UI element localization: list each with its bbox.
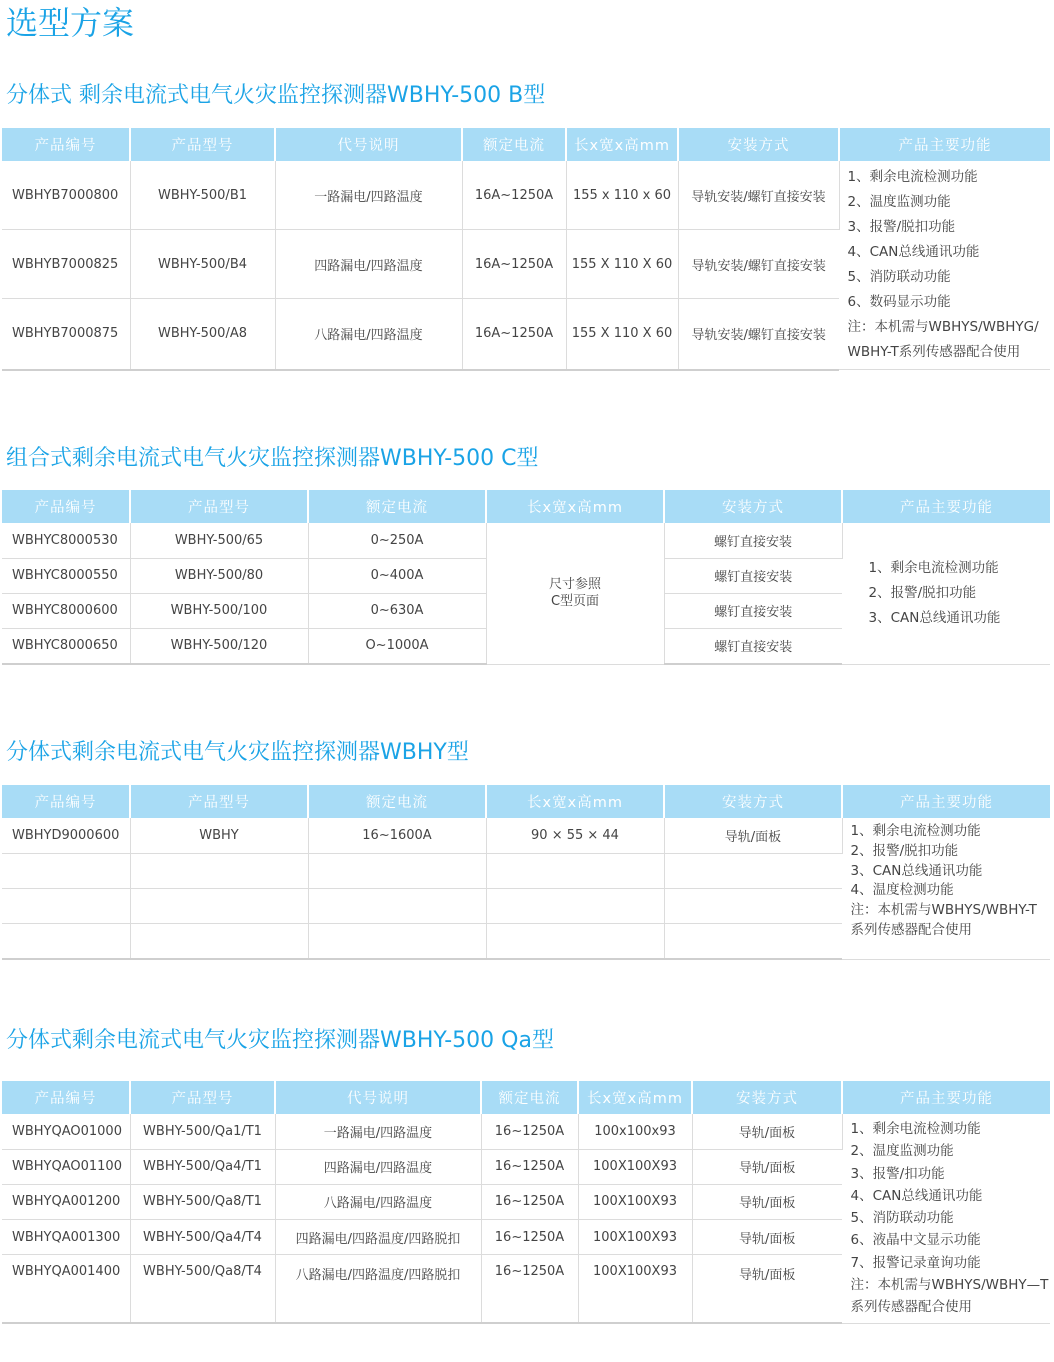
feature-note: 注：本机需与WBHYS/WBHYG/ [847, 319, 1039, 335]
feature-item: 3、报警/脱扣功能 [847, 219, 956, 235]
rated-current: 16~1600A [308, 818, 486, 853]
feature-item: 6、数码显示功能 [847, 294, 951, 310]
header-main-functions: 产品主要功能 [842, 1081, 1050, 1114]
features-cell [842, 523, 1050, 664]
feature-item: 1、剩余电流检测功能 [850, 823, 981, 839]
rated-current: 0~250A [308, 523, 486, 558]
header-product-model: 产品型号 [130, 785, 308, 818]
code-description: 八路漏电/四路温度/四路脱扣 [275, 1255, 481, 1323]
feature-item: 2、温度监测功能 [847, 194, 951, 210]
rated-current: 16~1250A [481, 1255, 578, 1323]
feature-item: 2、报警/脱扣功能 [850, 842, 959, 859]
feature-item: 1、剩余电流检测功能 [850, 1121, 981, 1137]
product-code: WBHYB7000825 [2, 230, 130, 299]
table-header-row [2, 1081, 1050, 1114]
product-model: WBHY [130, 818, 308, 853]
spec-table-c [2, 490, 1050, 665]
product-model: WBHY-500/B4 [130, 230, 275, 299]
section-title-qa: 分体式剩余电流式电气火灾监控探测器WBHY-500 Qa型 [6, 1028, 554, 1053]
product-code: WBHYB7000800 [2, 161, 130, 230]
feature-note: 注：本机需与WBHYS/WBHY—T [850, 1277, 1049, 1294]
product-code: WBHYB7000875 [2, 299, 130, 370]
code-description: 八路漏电/四路温度 [275, 1184, 481, 1219]
header-main-functions: 产品主要功能 [839, 128, 1050, 161]
product-code: WBHYQAO01000 [2, 1114, 130, 1149]
feature-note: 系列传感器配合使用 [850, 921, 972, 938]
header-dimensions: 长x宽x高mm [566, 128, 678, 161]
rated-current: 16~1250A [481, 1184, 578, 1219]
product-code: WBHYC8000650 [2, 628, 130, 664]
header-product-code: 产品编号 [2, 490, 130, 523]
code-description: 一路漏电/四路温度 [275, 161, 462, 230]
product-code: WBHYC8000530 [2, 523, 130, 558]
header-product-model: 产品型号 [130, 128, 275, 161]
table-row [2, 161, 1050, 230]
header-rated-current: 额定电流 [481, 1081, 578, 1114]
header-dimensions: 长x宽x高mm [486, 785, 664, 818]
dimensions: 155 X 110 X 60 [566, 299, 678, 370]
product-model: WBHY-500/A8 [130, 299, 275, 370]
section-title-wbhy: 分体式剩余电流式电气火灾监控探测器WBHY型 [6, 740, 469, 765]
rated-current: 0~630A [308, 593, 486, 628]
page-title: 选型方案 [6, 4, 135, 42]
product-code: WBHYC8000600 [2, 593, 130, 628]
feature-item: 3、报警/扣功能 [850, 1165, 945, 1182]
rated-current: 16~1250A [481, 1114, 578, 1149]
dimensions: 100X100X93 [578, 1255, 692, 1323]
features-cell [842, 1114, 1050, 1323]
product-model: WBHY-500/65 [130, 523, 308, 558]
product-model: WBHY-500/B1 [130, 161, 275, 230]
feature-item: 6、液晶中文显示功能 [850, 1232, 981, 1249]
spec-table-b [2, 128, 1050, 371]
rated-current: 16~1250A [481, 1149, 578, 1184]
installation: 导轨安装/螺钉直接安装 [678, 230, 839, 299]
feature-item: 4、CAN总线通讯功能 [850, 1187, 983, 1204]
product-model: WBHY-500/Qa4/T4 [130, 1220, 275, 1255]
dimensions: 90 × 55 × 44 [486, 818, 664, 853]
size-note-line: C型页面 [550, 594, 600, 610]
header-dimensions: 长x宽x高mm [486, 490, 664, 523]
product-code: WBHYD9000600 [2, 818, 130, 853]
feature-item: 3、CAN总线通讯功能 [868, 609, 1001, 626]
header-product-code: 产品编号 [2, 785, 130, 818]
table-row [2, 818, 1050, 853]
product-model: WBHY-500/Qa4/T1 [130, 1149, 275, 1184]
rated-current: O~1000A [308, 628, 486, 664]
header-installation: 安装方式 [664, 785, 842, 818]
header-installation: 安装方式 [664, 490, 842, 523]
spec-table-wbhy [2, 785, 1050, 960]
installation: 导轨/面板 [692, 1149, 842, 1184]
code-description: 四路漏电/四路温度 [275, 1149, 481, 1184]
dimensions: 100x100x93 [578, 1114, 692, 1149]
header-rated-current: 额定电流 [308, 785, 486, 818]
table-header-row [2, 128, 1050, 161]
feature-item: 1、剩余电流检测功能 [868, 559, 999, 576]
table-row [2, 523, 1050, 558]
dimensions: 100X100X93 [578, 1220, 692, 1255]
table-header-row [2, 785, 1050, 818]
rated-current: 16A~1250A [462, 230, 566, 299]
installation: 导轨/面板 [664, 818, 842, 853]
dimensions: 155 x 110 x 60 [566, 161, 678, 230]
installation: 螺钉直接安装 [664, 558, 842, 593]
table-header-row [2, 490, 1050, 523]
feature-note: WBHY-T系列传感器配合使用 [847, 344, 1021, 360]
section-title-c: 组合式剩余电流式电气火灾监控探测器WBHY-500 C型 [6, 446, 539, 471]
installation: 螺钉直接安装 [664, 523, 842, 558]
rated-current: 16A~1250A [462, 161, 566, 230]
table-row [2, 1114, 1050, 1149]
header-rated-current: 额定电流 [308, 490, 486, 523]
feature-item: 1、剩余电流检测功能 [847, 169, 978, 185]
feature-item: 5、消防联动功能 [847, 269, 951, 285]
installation: 导轨/面板 [692, 1220, 842, 1255]
header-code-description: 代号说明 [275, 128, 462, 161]
feature-item: 2、温度监测功能 [850, 1143, 954, 1160]
features-cell [842, 818, 1050, 959]
section-title-b: 分体式 剩余电流式电气火灾监控探测器WBHY-500 B型 [6, 83, 546, 108]
feature-item: 7、报警记录童询功能 [850, 1254, 981, 1271]
product-model: WBHY-500/Qa1/T1 [130, 1114, 275, 1149]
feature-item: 4、CAN总线通讯功能 [847, 244, 980, 260]
feature-item: 3、CAN总线通讯功能 [850, 862, 983, 879]
header-rated-current: 额定电流 [462, 128, 566, 161]
code-description: 四路漏电/四路温度/四路脱扣 [275, 1220, 481, 1255]
feature-item: 5、消防联动功能 [850, 1210, 954, 1227]
product-code: WBHYC8000550 [2, 558, 130, 593]
product-model: WBHY-500/120 [130, 628, 308, 664]
size-note-line: 尺寸参照 [548, 577, 601, 593]
installation: 导轨安装/螺钉直接安装 [678, 299, 839, 370]
installation: 螺钉直接安装 [664, 593, 842, 628]
feature-note: 系列传感器配合使用 [850, 1299, 972, 1316]
rated-current: 16A~1250A [462, 299, 566, 370]
size-note-cell [486, 523, 664, 664]
header-installation: 安装方式 [678, 128, 839, 161]
features-cell [839, 161, 1050, 370]
rated-current: 0~400A [308, 558, 486, 593]
header-code-description: 代号说明 [275, 1081, 481, 1114]
product-model: WBHY-500/Qa8/T4 [130, 1255, 275, 1323]
installation: 导轨/面板 [692, 1184, 842, 1219]
dimensions: 155 X 110 X 60 [566, 230, 678, 299]
product-code: WBHYQAO01100 [2, 1149, 130, 1184]
header-product-code: 产品编号 [2, 1081, 130, 1114]
code-description: 一路漏电/四路温度 [275, 1114, 481, 1149]
product-model: WBHY-500/80 [130, 558, 308, 593]
header-main-functions: 产品主要功能 [842, 785, 1050, 818]
header-main-functions: 产品主要功能 [842, 490, 1050, 523]
dimensions: 100X100X93 [578, 1149, 692, 1184]
product-code: WBHYQA001300 [2, 1220, 130, 1255]
rated-current: 16~1250A [481, 1220, 578, 1255]
feature-note: 注：本机需与WBHYS/WBHY-T [850, 902, 1037, 919]
product-model: WBHY-500/Qa8/T1 [130, 1184, 275, 1219]
code-description: 四路漏电/四路温度 [275, 230, 462, 299]
product-model: WBHY-500/100 [130, 593, 308, 628]
header-product-model: 产品型号 [130, 1081, 275, 1114]
installation: 导轨安装/螺钉直接安装 [678, 161, 839, 230]
installation: 导轨/面板 [692, 1114, 842, 1149]
code-description: 八路漏电/四路温度 [275, 299, 462, 370]
header-dimensions: 长x宽x高mm [578, 1081, 692, 1114]
installation: 导轨/面板 [692, 1255, 842, 1323]
installation: 螺钉直接安装 [664, 628, 842, 664]
product-code: WBHYQA001400 [2, 1255, 130, 1323]
header-installation: 安装方式 [692, 1081, 842, 1114]
feature-item: 2、报警/脱扣功能 [868, 584, 977, 601]
feature-item: 4、温度检测功能 [850, 882, 954, 899]
product-code: WBHYQA001200 [2, 1184, 130, 1219]
dimensions: 100X100X93 [578, 1184, 692, 1219]
header-product-model: 产品型号 [130, 490, 308, 523]
spec-table-qa [2, 1081, 1050, 1324]
header-product-code: 产品编号 [2, 128, 130, 161]
